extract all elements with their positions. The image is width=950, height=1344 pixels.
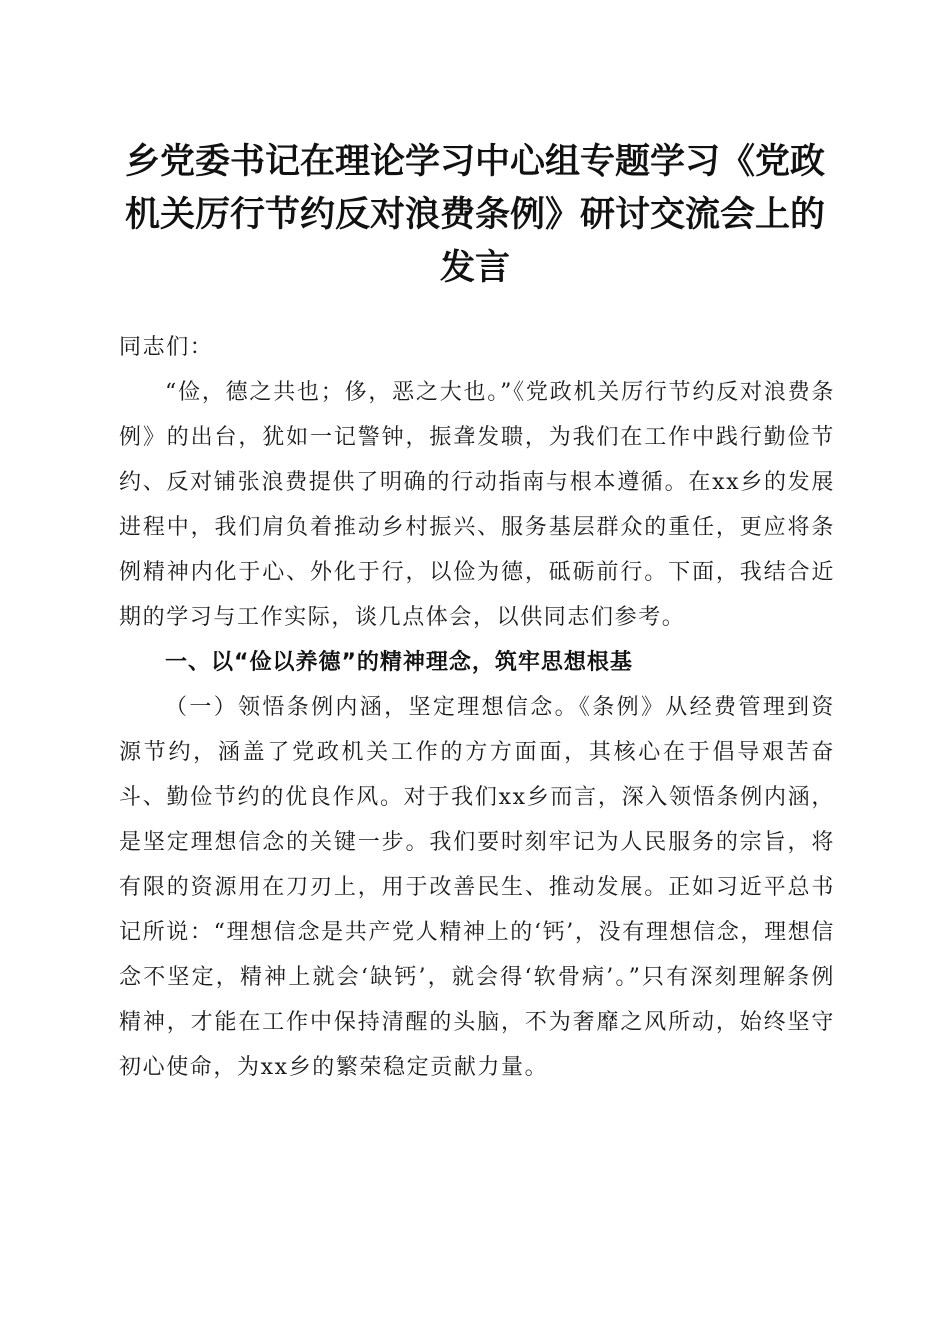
document-body: [119, 325, 835, 1090]
section-one-heading: 一、以“俭以养德”的精神理念，筑牢思想根基: [165, 650, 633, 675]
section-one-paragraph: （一）领悟条例内涵，坚定理想信念。《条例》从经费管理到资源节约，涵盖了党政机关工作的方方面面，其核心在于倡导艰苦奋斗、勤俭节约的优良作风。对于我们xx乡而言，深入领悟条例内涵，是坚定理想信念的关键一步。我们要时刻牢记为人民服务的宗旨，将有限的资源用在刀刃上，用于改善民生、推动发展。正如习近平总书记所说：“理想信念是共产党人精神上的‘钙’，没有理想信念，理想信念不坚定，精神上就会‘缺钙’，就会得‘软骨病’。”只有深刻理解条例精神，才能在工作中保持清醒的头脑，不为奢靡之风所动，始终坚守初心使命，为xx乡的繁荣稳定贡献力量。: [119, 695, 835, 1080]
salutation: 同志们：: [119, 335, 214, 360]
intro-paragraph: “俭，德之共也；侈，恶之大也。”《党政机关厉行节约反对浪费条例》的出台，犹如一记警钟，振聋发聩，为我们在工作中践行勤俭节约、反对铺张浪费提供了明确的行动指南与根本遵循。在xx乡的发展进程中，我们肩负着推动乡村振兴、服务基层群众的重任，更应将条例精神内化于心、外化于行，以俭为德，砥砺前行。下面，我结合近期的学习与工作实际，谈几点体会，以供同志们参考。: [119, 380, 835, 630]
document-title: 乡党委书记在理论学习中心组专题学习《党政机关厉行节约反对浪费条例》研讨交流会上的发言: [124, 141, 825, 288]
